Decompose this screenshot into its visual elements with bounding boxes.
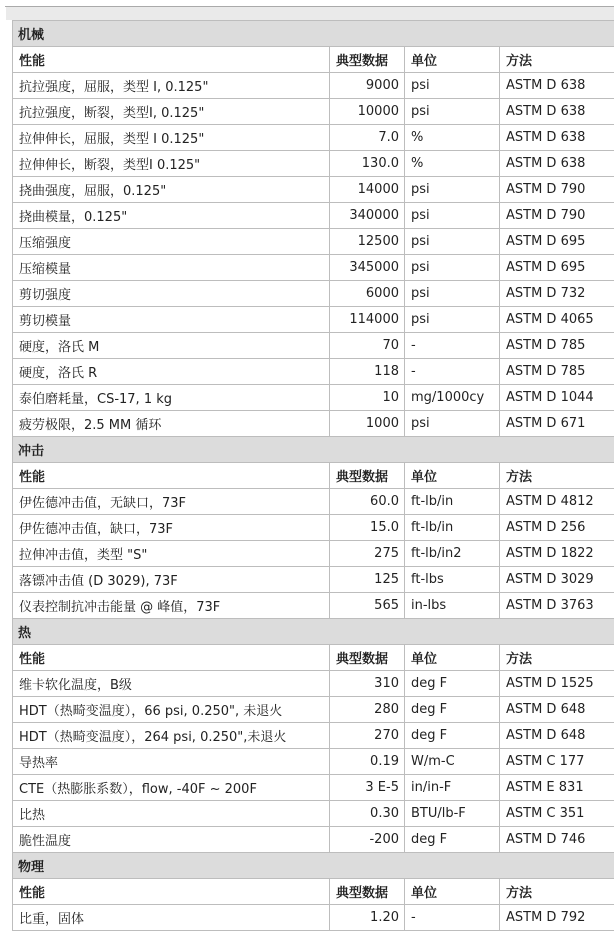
value-cell: 9000 — [330, 73, 404, 98]
value-cell: 345000 — [330, 255, 404, 280]
column-header-property: 性能 — [13, 645, 329, 670]
method-cell: ASTM D 695 — [500, 255, 614, 280]
method-cell: ASTM D 3763 — [500, 593, 614, 618]
column-header-row — [13, 879, 614, 904]
property-cell: 拉伸伸长，屈服，类型 I 0.125" — [13, 125, 329, 150]
method-cell: ASTM D 732 — [500, 281, 614, 306]
property-cell: 挠曲强度，屈服，0.125" — [13, 177, 329, 202]
property-cell: 硬度，洛氏 R — [13, 359, 329, 384]
unit-cell: deg F — [405, 827, 499, 852]
value-cell: 10 — [330, 385, 404, 410]
value-cell: 340000 — [330, 203, 404, 228]
unit-cell: deg F — [405, 723, 499, 748]
table-row — [13, 775, 614, 800]
column-header-method: 方法 — [500, 463, 614, 488]
method-cell: ASTM D 638 — [500, 99, 614, 124]
value-cell: 118 — [330, 359, 404, 384]
property-cell: 拉伸冲击值，类型 "S" — [13, 541, 329, 566]
unit-cell: psi — [405, 307, 499, 332]
property-cell: 拉伸伸长，断裂，类型I 0.125" — [13, 151, 329, 176]
unit-cell: ft-lb/in — [405, 515, 499, 540]
section-title: 机械 — [13, 21, 614, 46]
column-header-property: 性能 — [13, 463, 329, 488]
column-header-method: 方法 — [500, 879, 614, 904]
table-row — [13, 541, 614, 566]
column-header-row — [13, 645, 614, 670]
unit-cell: - — [405, 359, 499, 384]
column-header-property: 性能 — [13, 879, 329, 904]
unit-cell: psi — [405, 203, 499, 228]
method-cell: ASTM C 351 — [500, 801, 614, 826]
section-title: 物理 — [13, 853, 614, 878]
properties-table-body — [13, 21, 614, 930]
section-header — [13, 853, 614, 878]
method-cell: ASTM D 790 — [500, 203, 614, 228]
table-row — [13, 827, 614, 852]
unit-cell: psi — [405, 255, 499, 280]
value-cell: 0.19 — [330, 749, 404, 774]
column-header-unit: 单位 — [405, 47, 499, 72]
table-row — [13, 749, 614, 774]
top-bar-fill — [6, 7, 614, 20]
value-cell: 310 — [330, 671, 404, 696]
method-cell: ASTM C 177 — [500, 749, 614, 774]
unit-cell: - — [405, 333, 499, 358]
column-header-value: 典型数据 — [330, 47, 404, 72]
property-cell: CTE（热膨胀系数），flow, -40F ~ 200F — [13, 775, 329, 800]
value-cell: 7.0 — [330, 125, 404, 150]
value-cell: 15.0 — [330, 515, 404, 540]
value-cell: 70 — [330, 333, 404, 358]
table-row — [13, 359, 614, 384]
column-header-row — [13, 47, 614, 72]
unit-cell: psi — [405, 281, 499, 306]
method-cell: ASTM D 638 — [500, 151, 614, 176]
table-row — [13, 671, 614, 696]
table-row — [13, 801, 614, 826]
table-row — [13, 99, 614, 124]
method-cell: ASTM D 648 — [500, 697, 614, 722]
value-cell: 10000 — [330, 99, 404, 124]
method-cell: ASTM D 648 — [500, 723, 614, 748]
unit-cell: in/in-F — [405, 775, 499, 800]
unit-cell: in-lbs — [405, 593, 499, 618]
value-cell: 1000 — [330, 411, 404, 436]
column-header-value: 典型数据 — [330, 645, 404, 670]
method-cell: ASTM D 785 — [500, 359, 614, 384]
property-cell: 泰伯磨耗量，CS-17, 1 kg — [13, 385, 329, 410]
unit-cell: psi — [405, 229, 499, 254]
table-row — [13, 203, 614, 228]
unit-cell: psi — [405, 73, 499, 98]
unit-cell: W/m-C — [405, 749, 499, 774]
unit-cell: % — [405, 125, 499, 150]
table-row — [13, 177, 614, 202]
table-row — [13, 905, 614, 930]
method-cell: ASTM D 1822 — [500, 541, 614, 566]
unit-cell: ft-lb/in2 — [405, 541, 499, 566]
column-header-method: 方法 — [500, 645, 614, 670]
unit-cell: deg F — [405, 671, 499, 696]
column-header-unit: 单位 — [405, 463, 499, 488]
property-cell: 比热 — [13, 801, 329, 826]
property-cell: 仪表控制抗冲击能量 @ 峰值，73F — [13, 593, 329, 618]
property-cell: 脆性温度 — [13, 827, 329, 852]
unit-cell: deg F — [405, 697, 499, 722]
unit-cell: ft-lbs — [405, 567, 499, 592]
value-cell: 125 — [330, 567, 404, 592]
table-row — [13, 307, 614, 332]
unit-cell: BTU/lb-F — [405, 801, 499, 826]
section-header — [13, 21, 614, 46]
section-title: 冲击 — [13, 437, 614, 462]
property-cell: 剪切强度 — [13, 281, 329, 306]
method-cell: ASTM D 746 — [500, 827, 614, 852]
property-cell: 落镖冲击值 (D 3029), 73F — [13, 567, 329, 592]
method-cell: ASTM E 831 — [500, 775, 614, 800]
unit-cell: ft-lb/in — [405, 489, 499, 514]
column-header-property: 性能 — [13, 47, 329, 72]
method-cell: ASTM D 792 — [500, 905, 614, 930]
table-row — [13, 385, 614, 410]
method-cell: ASTM D 671 — [500, 411, 614, 436]
unit-cell: - — [405, 905, 499, 930]
method-cell: ASTM D 3029 — [500, 567, 614, 592]
property-cell: HDT（热畸变温度），66 psi, 0.250", 未退火 — [13, 697, 329, 722]
value-cell: 565 — [330, 593, 404, 618]
property-cell: 维卡软化温度，B级 — [13, 671, 329, 696]
properties-table — [12, 20, 614, 931]
table-row — [13, 281, 614, 306]
property-cell: 比重，固体 — [13, 905, 329, 930]
value-cell: 1.20 — [330, 905, 404, 930]
method-cell: ASTM D 4065 — [500, 307, 614, 332]
unit-cell: % — [405, 151, 499, 176]
column-header-value: 典型数据 — [330, 879, 404, 904]
value-cell: 130.0 — [330, 151, 404, 176]
property-cell: 抗拉强度，断裂，类型I, 0.125" — [13, 99, 329, 124]
property-cell: 硬度，洛氏 M — [13, 333, 329, 358]
value-cell: 270 — [330, 723, 404, 748]
method-cell: ASTM D 256 — [500, 515, 614, 540]
property-cell: 抗拉强度，屈服，类型 I, 0.125" — [13, 73, 329, 98]
method-cell: ASTM D 1525 — [500, 671, 614, 696]
property-cell: 导热率 — [13, 749, 329, 774]
method-cell: ASTM D 638 — [500, 73, 614, 98]
method-cell: ASTM D 695 — [500, 229, 614, 254]
unit-cell: psi — [405, 411, 499, 436]
method-cell: ASTM D 1044 — [500, 385, 614, 410]
table-row — [13, 593, 614, 618]
value-cell: 14000 — [330, 177, 404, 202]
top-bar — [0, 0, 614, 20]
value-cell: 275 — [330, 541, 404, 566]
column-header-row — [13, 463, 614, 488]
table-row — [13, 125, 614, 150]
value-cell: -200 — [330, 827, 404, 852]
property-cell: HDT（热畸变温度），264 psi, 0.250",未退火 — [13, 723, 329, 748]
unit-cell: psi — [405, 99, 499, 124]
unit-cell: mg/1000cy — [405, 385, 499, 410]
section-header — [13, 619, 614, 644]
value-cell: 6000 — [330, 281, 404, 306]
table-row — [13, 151, 614, 176]
top-bar-line — [5, 6, 614, 7]
value-cell: 12500 — [330, 229, 404, 254]
property-cell: 伊佐德冲击值，无缺口，73F — [13, 489, 329, 514]
column-header-unit: 单位 — [405, 645, 499, 670]
column-header-unit: 单位 — [405, 879, 499, 904]
table-row — [13, 255, 614, 280]
value-cell: 114000 — [330, 307, 404, 332]
table-row — [13, 411, 614, 436]
table-row — [13, 697, 614, 722]
table-row — [13, 723, 614, 748]
unit-cell: psi — [405, 177, 499, 202]
section-header — [13, 437, 614, 462]
column-header-method: 方法 — [500, 47, 614, 72]
section-title: 热 — [13, 619, 614, 644]
table-row — [13, 229, 614, 254]
property-cell: 疲劳极限，2.5 MM 循环 — [13, 411, 329, 436]
value-cell: 3 E-5 — [330, 775, 404, 800]
table-row — [13, 567, 614, 592]
properties-table-frame — [12, 20, 614, 931]
method-cell: ASTM D 790 — [500, 177, 614, 202]
method-cell: ASTM D 785 — [500, 333, 614, 358]
property-cell: 剪切模量 — [13, 307, 329, 332]
table-row — [13, 73, 614, 98]
value-cell: 60.0 — [330, 489, 404, 514]
property-cell: 伊佐德冲击值，缺口，73F — [13, 515, 329, 540]
method-cell: ASTM D 4812 — [500, 489, 614, 514]
table-row — [13, 333, 614, 358]
method-cell: ASTM D 638 — [500, 125, 614, 150]
table-row — [13, 515, 614, 540]
column-header-value: 典型数据 — [330, 463, 404, 488]
property-cell: 挠曲模量，0.125" — [13, 203, 329, 228]
value-cell: 280 — [330, 697, 404, 722]
property-cell: 压缩模量 — [13, 255, 329, 280]
value-cell: 0.30 — [330, 801, 404, 826]
property-cell: 压缩强度 — [13, 229, 329, 254]
table-row — [13, 489, 614, 514]
